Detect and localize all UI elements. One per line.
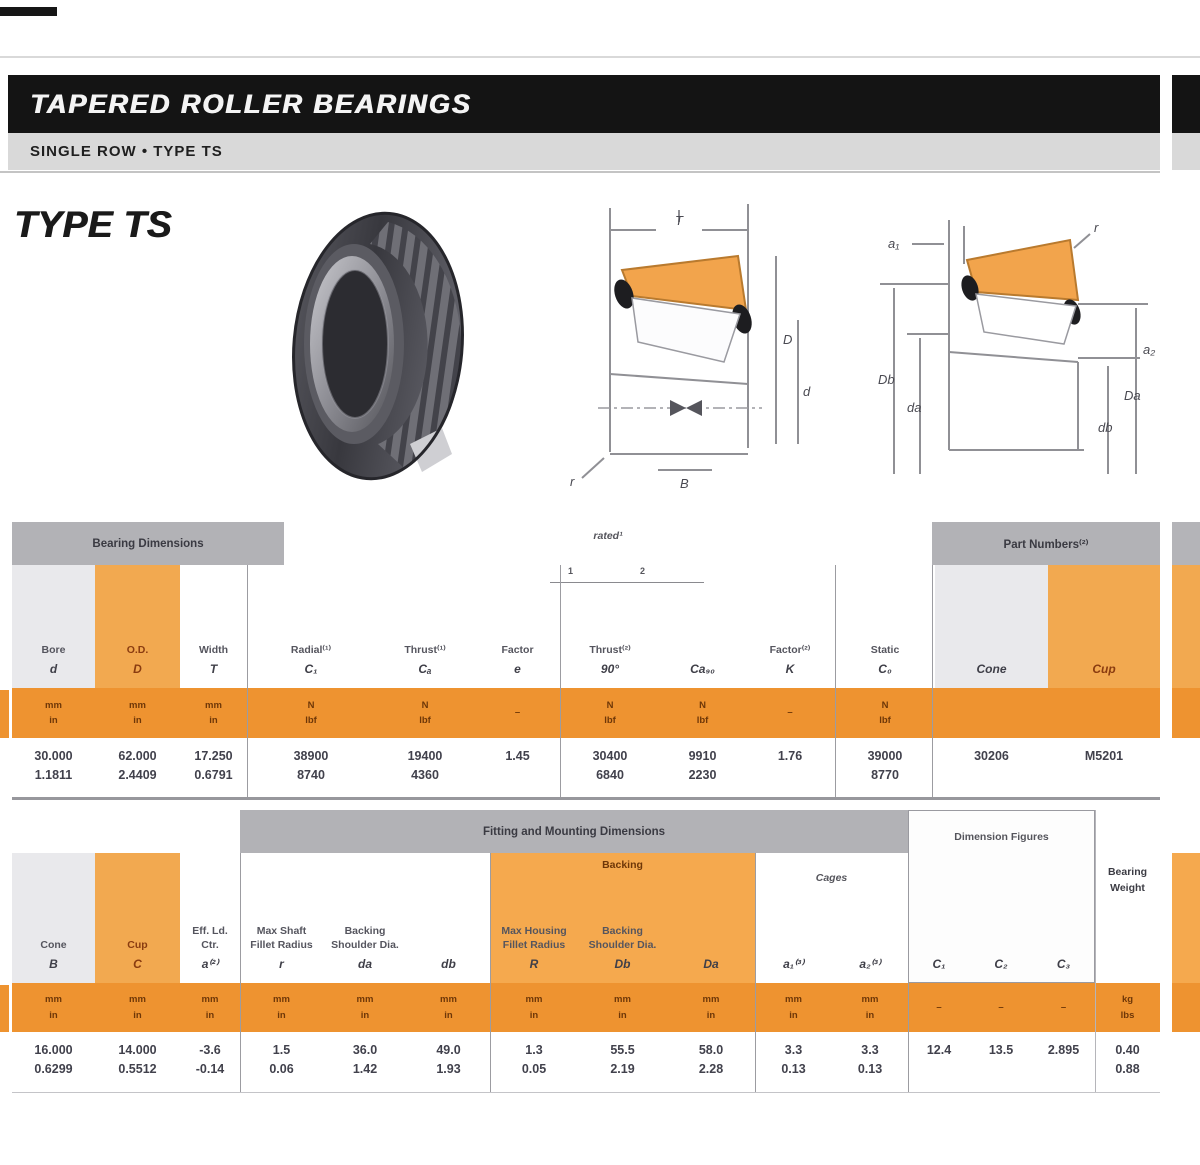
table-bottom-border <box>12 797 1160 800</box>
col-cone-width-value: 16.000 <box>34 1043 73 1057</box>
col-backing-da-label: Shoulder Dia. <box>331 938 399 951</box>
col-factor-k-value: 1.76 <box>777 749 803 763</box>
col-static-c0-value: 39000 <box>867 749 903 763</box>
col-housing-fillet-label: Max Housing <box>501 925 567 938</box>
dim-label-db: db <box>1098 420 1113 435</box>
col-thrust-ca <box>375 565 475 800</box>
col-cage-a2-unit: mm <box>861 994 879 1006</box>
col-backing-Db-label: Backing <box>602 925 643 938</box>
col-eff-center-unit: mm <box>201 994 219 1006</box>
col-eff-center-value: -0.14 <box>195 1062 225 1077</box>
col-backing-Da-value: 58.0 <box>698 1043 724 1057</box>
section-divider <box>1095 810 1096 1092</box>
col-thrust-ca90-unit: N <box>699 699 706 711</box>
col-fig-c2-value: 13.5 <box>988 1043 1014 1057</box>
col-backing-Da-unit: mm <box>702 994 720 1006</box>
col-eff-center-label: Eff. Ld. <box>192 925 228 938</box>
col-backing-da-label: da <box>357 957 372 972</box>
rated-mark-2: 2 <box>640 566 646 576</box>
col-static-c0-unit: N <box>881 699 889 711</box>
col-shaft-fillet <box>240 853 323 1095</box>
mounting-diagram <box>852 192 1162 497</box>
col-cage-a1-unit: mm <box>785 994 802 1006</box>
group-header-label: Part Numbers⁽²⁾ <box>1003 538 1089 551</box>
col-factor-e-label: e <box>514 662 521 677</box>
col-backing-db-value: 49.0 <box>436 1043 461 1057</box>
col-radial-c1-value: 38900 <box>293 749 329 763</box>
col-factor-e <box>475 565 560 800</box>
col-cone-width-unit: in <box>49 1009 58 1021</box>
section-divider <box>932 565 933 800</box>
col-bore-value: 30.000 <box>34 749 73 763</box>
col-cage-a1-unit: in <box>789 1009 798 1021</box>
col-fig-c1-label: C₁ <box>932 957 946 972</box>
col-thrust-ca90-value: 2230 <box>688 768 717 783</box>
col-cup-width-value: 0.5512 <box>118 1062 157 1077</box>
col-bore-unit: in <box>49 715 58 726</box>
col-static-c0-label: C₀ <box>878 662 892 677</box>
col-factor-e-unit: – <box>514 707 521 719</box>
col-thrust-90-unit: lbf <box>604 715 616 726</box>
col-weight-unit: lbs <box>1120 1009 1135 1021</box>
col-static-c0-value: 8770 <box>871 768 899 783</box>
roller-section <box>976 294 1076 344</box>
col-od-value: 2.4409 <box>118 768 157 783</box>
col-weight-value: 0.88 <box>1115 1062 1140 1077</box>
cross-section-diagram <box>552 192 812 497</box>
col-fig-c1-value: 12.4 <box>926 1043 952 1057</box>
col-cage-a1-value: 0.13 <box>781 1062 806 1077</box>
col-eff-center-label: Ctr. <box>201 938 219 951</box>
col-cone-width-value: 0.6299 <box>34 1062 73 1077</box>
col-shaft-fillet-value: 0.06 <box>269 1062 294 1077</box>
col-cone-width-label: Cone <box>40 938 67 951</box>
col-backing-da-unit: in <box>360 1009 370 1021</box>
col-backing-Db-label: Shoulder Dia. <box>588 938 657 951</box>
page-edge-fragment <box>1172 565 1200 688</box>
table2-columns <box>12 853 1160 1095</box>
col-thrust-90-label: 90° <box>600 662 620 677</box>
col-backing-Da <box>667 853 755 1095</box>
col-bore-label: Bore <box>41 643 66 656</box>
col-housing-fillet-value: 0.05 <box>521 1062 547 1077</box>
col-weight <box>1095 853 1160 1095</box>
col-fig-c3-value: 2.895 <box>1047 1043 1080 1057</box>
col-backing-Da-value: 2.28 <box>698 1062 724 1077</box>
section-divider <box>240 853 241 1092</box>
dim-label-a1: a₁ <box>888 236 900 251</box>
col-factor-k-unit: – <box>787 707 793 719</box>
col-bore-label: d <box>49 662 58 677</box>
col-radial-c1-label: C₁ <box>304 662 318 677</box>
section-title: TYPE TS <box>14 204 172 245</box>
col-backing-db-label: db <box>441 957 456 972</box>
cup-section <box>967 240 1078 300</box>
col-static-c0-label: Static <box>870 643 900 656</box>
col-housing-fillet <box>490 853 578 1095</box>
mounting-drawing <box>852 192 1162 492</box>
col-cup-width-value: 14.000 <box>118 1043 157 1057</box>
divider-line <box>0 56 1200 58</box>
col-thrust-ca90 <box>660 565 745 800</box>
mounting-dimensions-table <box>12 810 1160 1095</box>
title-bar <box>8 75 1160 133</box>
col-fig-c3-unit: – <box>1060 1001 1067 1013</box>
col-cage-a1-label: a₁⁽³⁾ <box>783 957 804 972</box>
col-cage-a2-unit: in <box>865 1009 875 1021</box>
group-header-part-numbers <box>932 522 1160 565</box>
bearing-photo <box>292 208 467 491</box>
col-radial-c1-label: Radial⁽¹⁾ <box>290 643 332 656</box>
col-thrust-90-unit: N <box>606 699 614 711</box>
page-edge-fragment <box>1172 522 1200 565</box>
dim-label-r: r <box>1094 220 1099 235</box>
dim-label-a2: a₂ <box>1143 342 1156 357</box>
col-od-label: O.D. <box>126 643 149 656</box>
col-cup-value: M5201 <box>1084 749 1124 763</box>
page-edge-fragment <box>1172 133 1200 170</box>
dim-label-B: B <box>680 476 689 491</box>
col-factor-e-label: Factor <box>501 643 534 656</box>
col-backing-Da-label: Da <box>703 957 719 972</box>
col-cone-value: 30206 <box>974 749 1009 763</box>
col-weight-unit: kg <box>1121 994 1134 1006</box>
col-housing-fillet-unit: in <box>529 1009 539 1021</box>
group-header-rated: rated¹ <box>593 530 623 542</box>
divider-line <box>0 171 1160 173</box>
page-edge-mark <box>0 7 57 16</box>
col-cup-width-label: C <box>133 957 142 972</box>
col-static-c0-unit: lbf <box>879 715 891 726</box>
col-fig-c2 <box>970 853 1032 1095</box>
col-shaft-fillet-unit: mm <box>273 994 290 1006</box>
col-width-value: 17.250 <box>194 749 233 763</box>
col-backing-Db <box>578 853 667 1095</box>
table1-columns <box>12 565 1160 800</box>
page-edge-fragment <box>0 985 9 1032</box>
subtitle-bar <box>8 133 1160 170</box>
col-thrust-ca-label: Cₐ <box>418 662 432 677</box>
col-width-unit: in <box>209 715 218 726</box>
dim-label-d: d <box>803 384 811 399</box>
col-width-label: Width <box>198 643 229 656</box>
col-thrust-90-value: 6840 <box>596 768 624 783</box>
col-radial-c1-unit: N <box>307 699 315 711</box>
section-divider <box>755 853 756 1092</box>
col-od-label: D <box>133 662 142 677</box>
col-housing-fillet-unit: mm <box>525 994 543 1006</box>
col-thrust-ca-value: 19400 <box>407 749 443 763</box>
col-factor-e-value: 1.45 <box>505 749 530 763</box>
centerline-symbol <box>670 400 686 416</box>
col-cone-width-unit: mm <box>45 994 62 1006</box>
page-edge-fragment <box>1172 75 1200 133</box>
dim-label-Da: Da <box>1124 388 1141 403</box>
group-header-label: Fitting and Mounting Dimensions <box>482 825 666 838</box>
col-od-unit: mm <box>129 699 146 711</box>
col-shaft-fillet-label: Max Shaft <box>256 925 307 938</box>
col-bore-value: 1.1811 <box>34 768 73 783</box>
col-cage-a1 <box>755 853 832 1095</box>
col-thrust-ca-label: Thrust⁽¹⁾ <box>404 643 446 656</box>
section-divider <box>908 983 909 1092</box>
col-housing-fillet-label: Fillet Radius <box>502 938 566 951</box>
col-cone-label: Cone <box>976 662 1007 677</box>
col-cup-width-label: Cup <box>127 938 148 951</box>
section-divider <box>247 565 248 800</box>
col-factor-k <box>745 565 835 800</box>
col-bore <box>12 565 95 800</box>
col-fig-c3 <box>1032 853 1095 1095</box>
col-backing-da-value: 1.42 <box>352 1062 378 1077</box>
page-title: TAPERED ROLLER BEARINGS <box>30 88 472 119</box>
dim-label-r: r <box>570 474 575 489</box>
centerline-symbol <box>686 400 702 416</box>
page-subtitle: SINGLE ROW • TYPE TS <box>30 143 223 160</box>
col-shaft-fillet-label: Fillet Radius <box>250 938 313 951</box>
col-thrust-ca-unit: lbf <box>419 715 431 726</box>
weight-label-line: Bearing <box>1107 866 1148 878</box>
col-backing-da-label: Backing <box>344 925 386 938</box>
col-radial-c1-value: 8740 <box>297 768 325 783</box>
col-backing-Db-value: 55.5 <box>610 1043 635 1057</box>
col-thrust-ca-value: 4360 <box>411 768 439 783</box>
col-fig-c3-label: C₃ <box>1056 957 1071 972</box>
col-cone <box>935 565 1048 800</box>
col-backing-Db-unit: in <box>618 1009 627 1021</box>
page-edge-fragment <box>1172 983 1200 1032</box>
col-width-unit: mm <box>205 699 222 711</box>
group-header-label: Bearing Dimensions <box>92 537 204 550</box>
col-factor-k-label: Factor⁽²⁾ <box>769 643 811 656</box>
col-cup-width-unit: mm <box>129 994 146 1006</box>
col-od-value: 62.000 <box>118 749 157 763</box>
col-cage-a2-value: 0.13 <box>857 1062 883 1077</box>
col-backing-Da-unit: in <box>706 1009 716 1021</box>
col-thrust-ca90-label: Ca₉₀ <box>690 662 715 677</box>
section-divider <box>490 853 491 1092</box>
dim-label-da: da <box>907 400 922 415</box>
col-backing-db-unit: in <box>444 1009 453 1021</box>
col-thrust-ca90-value: 9910 <box>688 749 717 763</box>
col-thrust-90-label: Thrust⁽²⁾ <box>589 643 631 656</box>
col-backing-Db-unit: mm <box>614 994 631 1006</box>
group-header-label: Backing <box>602 859 643 871</box>
table-bottom-border <box>12 1092 1160 1093</box>
col-backing-Db-label: Db <box>614 957 631 972</box>
col-backing-db <box>407 853 490 1095</box>
col-factor-k-label: K <box>785 662 795 677</box>
col-weight-value: 0.40 <box>1115 1043 1140 1057</box>
dim-label-T: T <box>675 213 683 228</box>
col-cage-a2-value: 3.3 <box>861 1043 879 1057</box>
col-backing-db-unit: mm <box>440 994 457 1006</box>
col-backing-da-value: 36.0 <box>352 1043 378 1057</box>
group-header-label: Dimension Figures <box>954 831 1049 843</box>
col-cone-width-label: B <box>49 957 58 972</box>
col-cup-width-unit: in <box>133 1009 142 1021</box>
page-edge-fragment <box>1172 688 1200 738</box>
col-cup <box>1048 565 1160 800</box>
col-eff-center-label: a⁽²⁾ <box>201 957 219 972</box>
bearing-photo-image <box>292 208 467 486</box>
col-fig-c1-unit: – <box>936 1001 942 1013</box>
col-thrust-90-value: 30400 <box>592 749 628 763</box>
col-housing-fillet-label: R <box>529 957 539 972</box>
col-cage-a2 <box>832 853 908 1095</box>
col-fig-c2-label: C₂ <box>994 957 1008 972</box>
col-thrust-90 <box>560 565 660 800</box>
col-radial-c1-unit: lbf <box>305 715 317 726</box>
group-header-fitting <box>240 810 908 853</box>
section-divider <box>835 565 836 800</box>
col-thrust-ca90-unit: lbf <box>696 715 709 726</box>
col-width <box>180 565 247 800</box>
dim-label-D: D <box>783 332 793 347</box>
col-backing-da-unit: mm <box>356 994 374 1006</box>
col-eff-center-value: -3.6 <box>199 1043 221 1057</box>
col-fig-c1 <box>908 853 970 1095</box>
col-thrust-ca-unit: N <box>421 699 429 711</box>
col-fig-c2-unit: – <box>998 1001 1004 1013</box>
col-eff-center <box>180 853 240 1095</box>
col-shaft-fillet-value: 1.5 <box>272 1043 291 1057</box>
col-cup-width <box>95 853 180 1095</box>
col-bore-unit: mm <box>45 699 62 711</box>
dim-label-Db: Db <box>878 372 895 387</box>
col-backing-db-value: 1.93 <box>436 1062 461 1077</box>
col-width-value: 0.6791 <box>194 768 233 783</box>
col-cage-a1-value: 3.3 <box>784 1043 803 1057</box>
col-cage-a2-label: a₂⁽³⁾ <box>859 957 881 972</box>
col-od-unit: in <box>133 715 142 726</box>
group-header-cages: Cages <box>815 872 848 884</box>
col-backing-da <box>323 853 407 1095</box>
col-backing-Db-value: 2.19 <box>610 1062 635 1077</box>
col-width-label: T <box>209 662 218 677</box>
col-eff-center-unit: in <box>205 1009 215 1021</box>
section-divider <box>560 565 561 800</box>
col-shaft-fillet-unit: in <box>277 1009 286 1021</box>
rated-mark-1: 1 <box>568 566 574 576</box>
col-cup-label: Cup <box>1092 662 1116 677</box>
page-edge-fragment <box>1172 853 1200 983</box>
col-cone-width <box>12 853 95 1095</box>
col-shaft-fillet-label: r <box>279 957 284 972</box>
col-static-c0 <box>835 565 935 800</box>
weight-label-line: Weight <box>1110 881 1145 894</box>
col-housing-fillet-value: 1.3 <box>525 1043 543 1057</box>
group-header-bearing-dimensions <box>12 522 284 565</box>
cross-section-drawing <box>552 192 812 492</box>
page-edge-fragment <box>0 690 9 738</box>
col-od <box>95 565 180 800</box>
dimensions-ratings-table <box>12 522 1160 800</box>
col-radial-c1 <box>247 565 375 800</box>
